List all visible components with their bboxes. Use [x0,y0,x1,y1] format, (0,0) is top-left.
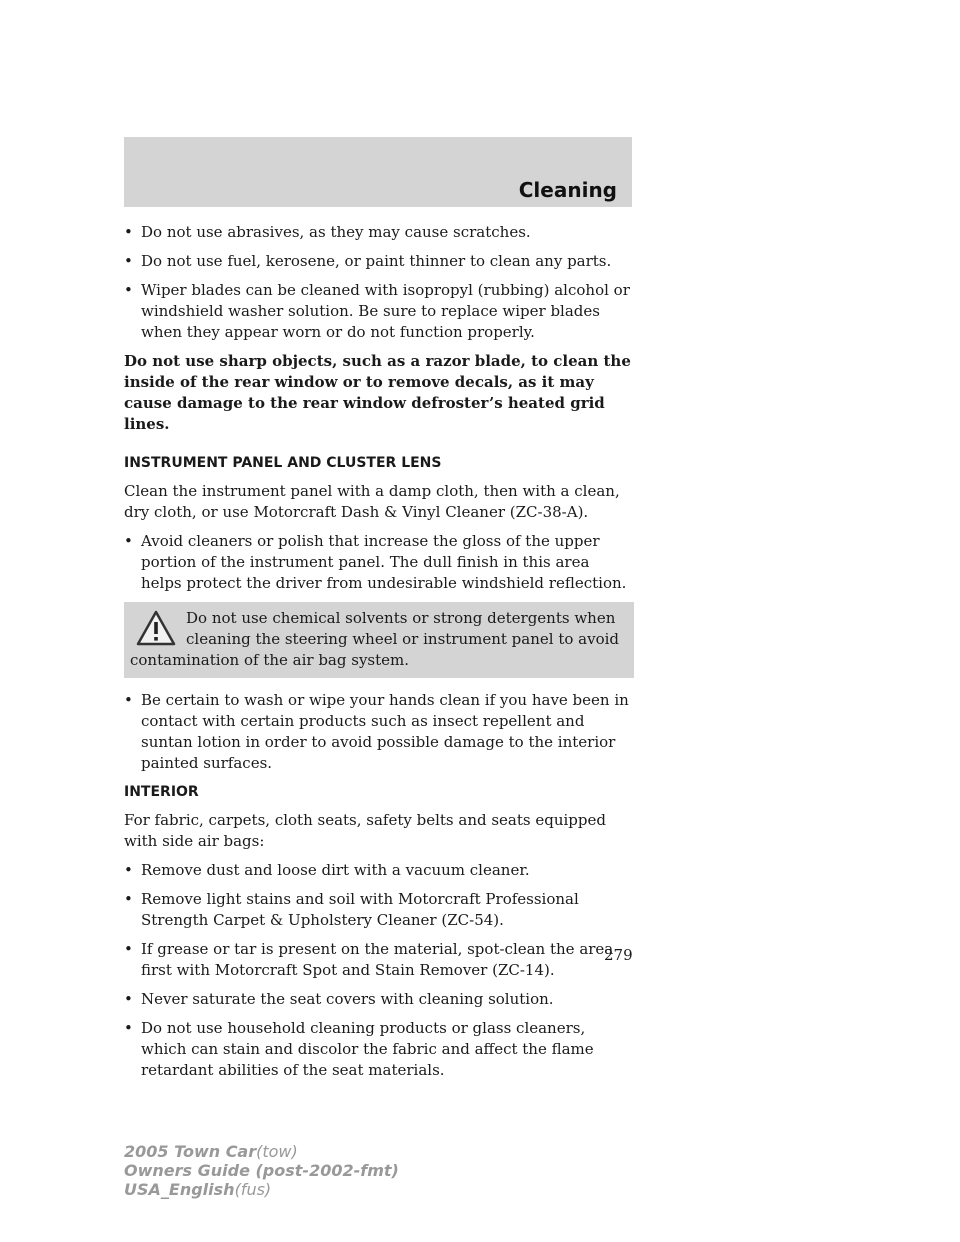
bullet-glyph: • [124,691,133,709]
list-item [124,690,634,774]
warning-box [124,602,634,678]
page-content [124,222,634,1089]
list-item-text: Do not use abrasives, as they may cause scratches. [141,223,531,241]
list-item-text: Remove light stains and soil with Motorcraft Professional Strength Carpet & Upholstery Cleaner (ZC-54). [141,890,579,929]
list-item-text: Never saturate the seat covers with cleaning solution. [141,990,554,1008]
bullet-glyph: • [124,281,133,299]
list-item-text: Be certain to wash or wipe your hands clean if you have been in contact with certain products such as insect repellent and suntan lotion in order to avoid possible damage to the interior painted surfaces. [141,691,629,772]
footer-language: USA_English [124,1180,235,1199]
list-item [124,222,634,243]
footer-line-1 [124,1142,399,1161]
footer-line-2 [124,1161,399,1180]
paragraph-interior-intro: For fabric, carpets, cloth seats, safety belts and seats equipped with side air bags: [124,811,606,850]
list-item [124,860,634,881]
list-item-text: Do not use household cleaning products or glass cleaners, which can stain and discolor the fabric and affect the flame retardant abilities of the seat materials. [141,1019,594,1079]
paragraph-instrument-panel-intro: Clean the instrument panel with a damp cloth, then with a clean, dry cloth, or use Motorcraft Dash & Vinyl Cleaner (ZC-38-A). [124,482,620,521]
list-item [124,989,634,1010]
list-item [124,531,634,594]
list-item-text: Do not use fuel, kerosene, or paint thinner to clean any parts. [141,252,612,270]
bullet-glyph: • [124,532,133,550]
bullet-glyph: • [124,890,133,908]
warning-text: Do not use chemical solvents or strong detergents when cleaning the steering wheel or instrument panel to avoid contamination of the air bag system. [130,609,620,669]
bullet-glyph: • [124,223,133,241]
bold-caution-paragraph: Do not use sharp objects, such as a razor blade, to clean the inside of the rear window or to remove decals, as it may cause damage to the rear window defroster’s heated grid lines. [124,352,631,433]
list-item [124,280,634,343]
header-band [124,137,632,207]
page-number: 279 [604,946,633,964]
list-item [124,939,634,981]
list-item [124,1018,634,1081]
bullet-glyph: • [124,1019,133,1037]
bullet-glyph: • [124,940,133,958]
list-item [124,889,634,931]
section-heading-interior: INTERIOR [124,784,199,800]
bullet-glyph: • [124,990,133,1008]
warning-triangle-icon [136,610,176,646]
list-item-text: If grease or tar is present on the material, spot-clean the area first with Motorcraft Spot and Stain Remover (ZC-14). [141,940,614,979]
list-item-text: Wiper blades can be cleaned with isopropyl (rubbing) alcohol or windshield washer solution. Be sure to replace wiper blades when they appear worn or do not function properly. [141,281,630,341]
list-item-text: Remove dust and loose dirt with a vacuum cleaner. [141,861,530,879]
list-item [124,251,634,272]
footer-model: 2005 Town Car [124,1142,257,1161]
bullet-glyph: • [124,861,133,879]
section-title: Cleaning [518,178,617,202]
footer-line-3 [124,1180,399,1199]
footer-document-info [124,1142,399,1199]
footer-language-code: (fus) [234,1180,272,1199]
footer-guide-type: Owners Guide (post-2002-fmt) [124,1161,399,1180]
list-item-text: Avoid cleaners or polish that increase the gloss of the upper portion of the instrument panel. The dull finish in this area helps protect the driver from undesirable windshield reflection. [141,532,627,592]
footer-model-code: (tow) [256,1142,298,1161]
bullet-glyph: • [124,252,133,270]
section-heading-instrument-panel: INSTRUMENT PANEL AND CLUSTER LENS [124,455,442,471]
